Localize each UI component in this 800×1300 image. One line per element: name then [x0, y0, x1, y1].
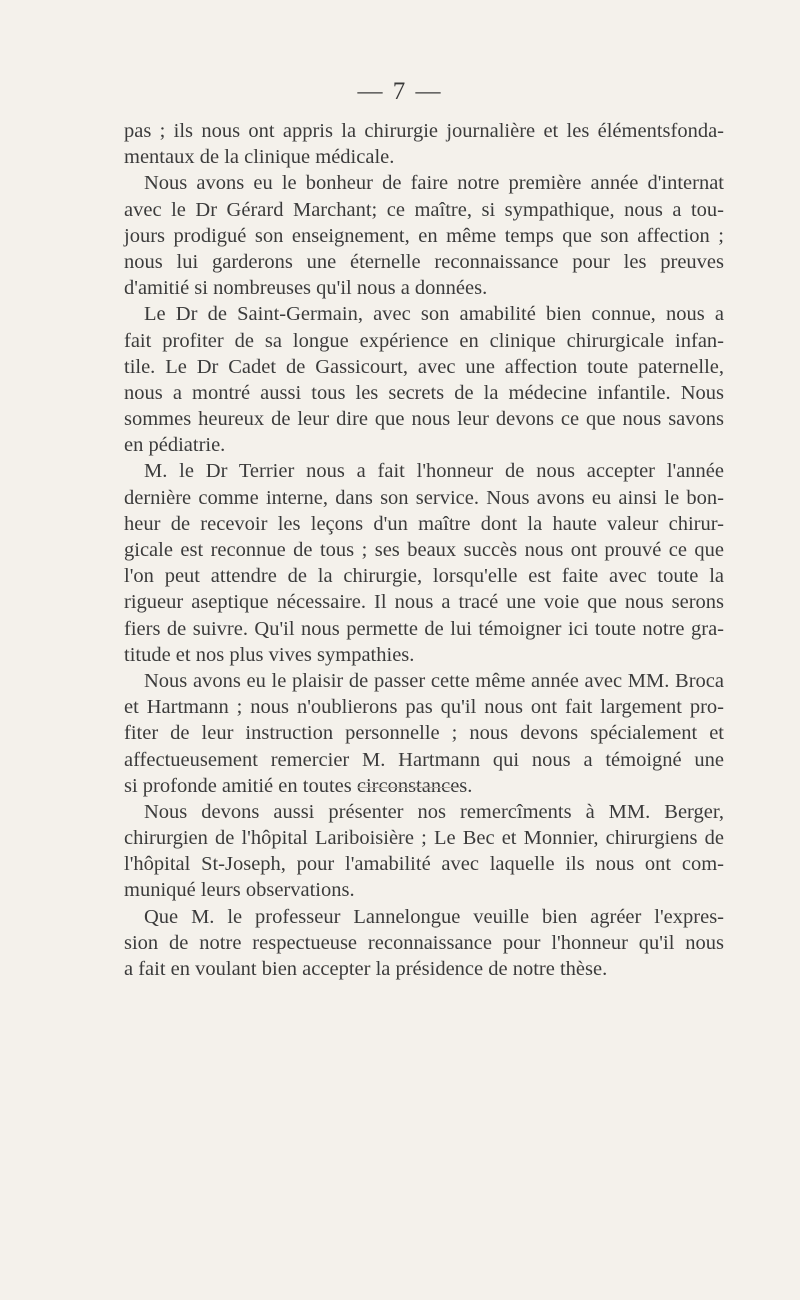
text-line: jours prodigué son enseignement, en même temps que son affection ;	[124, 224, 724, 247]
text-line: l'hôpital St-Joseph, pour l'amabilité avec laquelle ils nous ont com-	[124, 853, 724, 876]
text-line: sion de notre respectueuse reconnaissance pour l'honneur qu'il nous	[124, 931, 724, 954]
text-line: dernière comme interne, dans son service. Nous avons eu ainsi le bon-	[124, 486, 724, 509]
text-line: en pédiatrie.	[124, 434, 226, 457]
text-line: Nous avons eu le bonheur de faire notre première année d'internat	[144, 172, 724, 195]
text-line: pas ; ils nous ont appris la chirurgie journalière et les élémentsfonda-	[124, 120, 724, 142]
text-line: titude et nos plus vives sympathies.	[124, 643, 415, 666]
text-line: tile. Le Dr Cadet de Gassicourt, avec une affection toute paternelle,	[124, 355, 724, 378]
text-line: fait profiter de sa longue expérience en clinique chirurgicale infan-	[124, 329, 724, 352]
text-line: a fait en voulant bien accepter la présidence de notre thèse.	[124, 958, 608, 980]
text-line: gicale est reconnue de tous ; ses beaux succès nous ont prouvé ce que	[124, 539, 724, 561]
text-line: et Hartmann ; nous n'oublierons pas qu'il nous ont fait largement pro-	[124, 696, 724, 719]
text-line: fiter de leur instruction personnelle ; nous devons spécialement et	[124, 722, 724, 745]
text-line: Nous devons aussi présenter nos remercîments à MM. Berger,	[144, 800, 724, 823]
text-line: d'amitié si nombreuses qu'il nous a données.	[124, 277, 488, 300]
text-line: rigueur aseptique nécessaire. Il nous a tracé une voie que nous serons	[124, 591, 724, 614]
text-line: affectueusement remercier M. Hartmann qui nous a témoigné une	[124, 748, 724, 771]
text-line: fiers de suivre. Qu'il nous permette de lui témoigner ici toute notre gra-	[124, 617, 724, 640]
text-line: heur de recevoir les leçons d'un maître dont la haute valeur chirur-	[124, 512, 724, 535]
page-number: — 7 —	[357, 78, 443, 105]
text-line: Le Dr de Saint-Germain, avec son amabilité bien connue, nous a	[144, 303, 724, 326]
text-line: sommes heureux de leur dire que nous leur devons ce que nous savons	[124, 408, 724, 431]
text-line: M. le Dr Terrier nous a fait l'honneur de nous accepter l'année	[144, 460, 724, 483]
text-line: si profonde amitié en toutes circonstances.	[124, 774, 473, 797]
text-line: l'on peut attendre de la chirurgie, lorsqu'elle est faite avec toute la	[124, 565, 724, 588]
text-line: muniqué leurs observations.	[124, 879, 355, 902]
text-line: nous lui garderons une éternelle reconnaissance pour les preuves	[124, 250, 724, 273]
body-text	[124, 118, 724, 982]
text-line: Nous avons eu le plaisir de passer cette même année avec MM. Broca	[144, 669, 724, 692]
text-line: chirurgien de l'hôpital Lariboisière ; Le Bec et Monnier, chirurgiens de	[124, 827, 724, 850]
text-line: mentaux de la clinique médicale.	[124, 146, 395, 169]
text-line: avec le Dr Gérard Marchant; ce maître, si sympathique, nous a tou-	[124, 198, 724, 221]
text-line: Que M. le professeur Lannelongue veuille bien agréer l'expres-	[144, 905, 724, 928]
text-line: nous a montré aussi tous les secrets de la médecine infantile. Nous	[124, 381, 724, 404]
closing-rule	[358, 787, 460, 788]
